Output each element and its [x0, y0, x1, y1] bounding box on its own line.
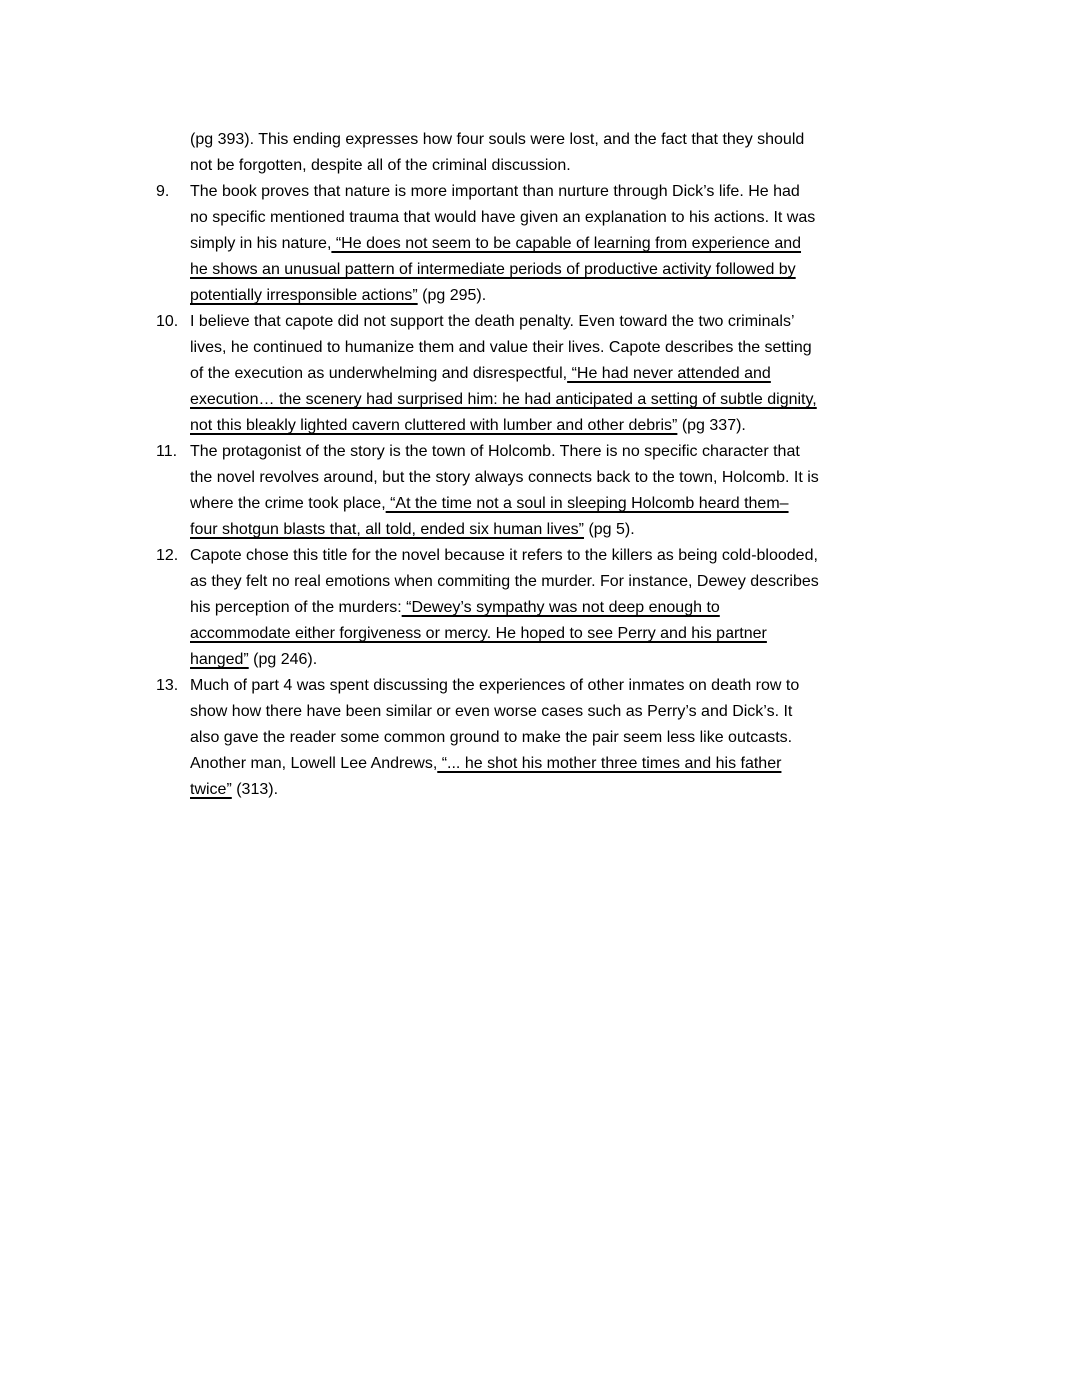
list-item-11	[0, 439, 1080, 543]
quote-underlined-text: execution… the scenery had surprised him: he had anticipated a setting of subtle dignity,	[190, 391, 817, 408]
list-item-body	[190, 543, 1080, 673]
list-item-line	[190, 465, 1080, 491]
list-item-line	[190, 491, 1080, 517]
quote-underlined-text: “He had never attended and	[567, 365, 771, 382]
quote-underlined-text: “... he shot his mother three times and his father	[437, 755, 782, 772]
list-item-number: 10.	[156, 313, 179, 330]
body-text: of the execution as underwhelming and disrespectful,	[190, 365, 568, 382]
body-text: his perception of the murders:	[190, 599, 402, 616]
list-item-line	[190, 361, 1080, 387]
list-item-line	[190, 517, 1080, 543]
list-item-9	[0, 179, 1080, 309]
list-item-line	[190, 595, 1080, 621]
body-text: (pg 393). This ending expresses how four souls were lost, and the fact that they should	[190, 131, 805, 148]
list-item-line	[190, 387, 1080, 413]
list-item-body	[190, 309, 1080, 439]
list-item-body	[190, 179, 1080, 309]
numbered-list	[0, 179, 1080, 803]
list-item-number: 9.	[156, 183, 170, 200]
body-text: Another man, Lowell Lee Andrews,	[190, 755, 438, 772]
list-item-line	[190, 751, 1080, 777]
body-text: no specific mentioned trauma that would have given an explanation to his actions. It was	[190, 209, 816, 226]
continuation-line	[190, 127, 1080, 153]
list-item-body	[190, 439, 1080, 543]
quote-underlined-text: hanged”	[190, 651, 249, 668]
list-item-line	[190, 699, 1080, 725]
body-text: The protagonist of the story is the town of Holcomb. There is no specific character that	[190, 443, 800, 460]
body-text: lives, he continued to humanize them and value their lives. Capote describes the setting	[190, 339, 812, 356]
body-text: I believe that capote did not support the death penalty. Even toward the two criminals’	[190, 313, 795, 330]
quote-underlined-text: accommodate either forgiveness or mercy. He hoped to see Perry and his partner	[190, 625, 767, 642]
body-text: Much of part 4 was spent discussing the experiences of other inmates on death row to	[190, 677, 800, 694]
list-item-line	[190, 673, 1080, 699]
quote-underlined-text: “Dewey’s sympathy was not deep enough to	[401, 599, 720, 616]
body-text: Capote chose this title for the novel because it refers to the killers as being cold-blooded,	[190, 547, 818, 564]
body-text: (pg 246).	[248, 651, 318, 668]
list-item-line	[190, 413, 1080, 439]
quote-underlined-text: twice”	[190, 781, 232, 798]
list-item-line	[190, 543, 1080, 569]
list-item-line	[190, 647, 1080, 673]
list-item-12	[0, 543, 1080, 673]
body-text: show how there have been similar or even worse cases such as Perry’s and Dick’s. It	[190, 703, 793, 720]
list-item-line	[190, 283, 1080, 309]
body-text: not be forgotten, despite all of the criminal discussion.	[190, 157, 571, 174]
body-text: also gave the reader some common ground to make the pair seem less like outcasts.	[190, 729, 793, 746]
document-content	[0, 127, 1080, 803]
quote-underlined-text: potentially irresponsible actions”	[190, 287, 418, 304]
list-item-line	[190, 725, 1080, 751]
body-text: (pg 337).	[677, 417, 746, 434]
body-text: the novel revolves around, but the story always connects back to the town, Holcomb. It is	[190, 469, 819, 486]
list-item-body	[190, 673, 1080, 803]
list-item-number: 13.	[156, 677, 179, 694]
list-item-number: 11.	[156, 443, 178, 460]
body-text: (pg 295).	[417, 287, 487, 304]
body-text: simply in his nature,	[190, 235, 332, 252]
list-item-line	[190, 231, 1080, 257]
list-item-line	[190, 257, 1080, 283]
continuation-line	[190, 153, 1080, 179]
body-text: The book proves that nature is more important than nurture through Dick’s life. He had	[190, 183, 800, 200]
list-item-line	[190, 179, 1080, 205]
list-item-number: 12.	[156, 547, 179, 564]
list-item-line	[190, 309, 1080, 335]
list-item-13	[0, 673, 1080, 803]
list-item-line	[190, 621, 1080, 647]
quote-underlined-text: four shotgun blasts that, all told, ended six human lives”	[190, 521, 584, 538]
list-item-line	[190, 569, 1080, 595]
quote-underlined-text: he shows an unusual pattern of intermediate periods of productive activity followed by	[190, 261, 796, 278]
body-text: where the crime took place,	[190, 495, 386, 512]
list-item-line	[190, 439, 1080, 465]
body-text: as they felt no real emotions when commiting the murder. For instance, Dewey describes	[190, 573, 819, 590]
quote-underlined-text: not this bleakly lighted cavern cluttered with lumber and other debris”	[190, 417, 678, 434]
body-text: (pg 5).	[584, 521, 635, 538]
list-item-line	[190, 335, 1080, 361]
quote-underlined-text: “He does not seem to be capable of learning from experience and	[331, 235, 802, 252]
list-item-line	[190, 777, 1080, 803]
continuation-paragraph	[190, 127, 1080, 179]
body-text: (313).	[231, 781, 279, 798]
quote-underlined-text: “At the time not a soul in sleeping Holcomb heard them–	[385, 495, 789, 512]
list-item-line	[190, 205, 1080, 231]
list-item-10	[0, 309, 1080, 439]
